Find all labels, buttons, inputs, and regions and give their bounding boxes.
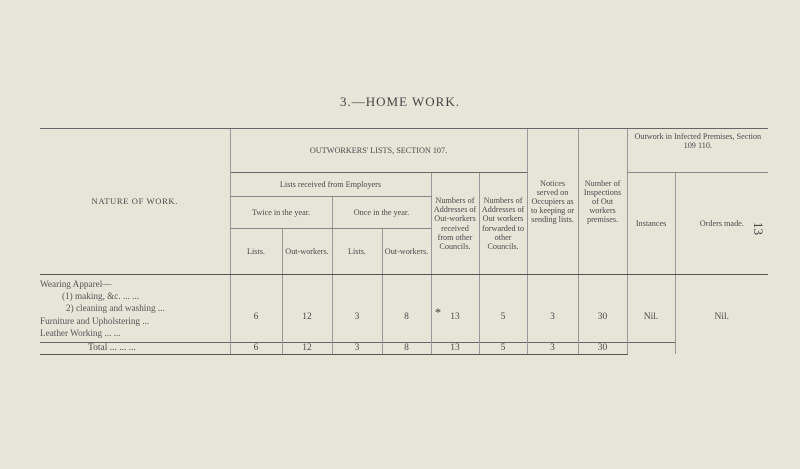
- total-notices: 3: [527, 343, 578, 355]
- total-addresses-received: 13: [431, 343, 479, 355]
- header-outworkers-lists: OUTWORKERS' LISTS, SECTION 107.: [230, 129, 527, 173]
- header-orders-made: Orders made.: [675, 173, 768, 275]
- total-instances-blank: [627, 343, 675, 355]
- total-row: [40, 343, 768, 355]
- cell-once-lists: 3: [332, 275, 382, 343]
- total-inspections: 30: [578, 343, 627, 355]
- header-outwork-infected-premises: Outwork in Infected Premises, Section 109 110.: [627, 129, 768, 173]
- header-twice-lists: Lists.: [230, 229, 282, 275]
- total-label: Total ... ... ...: [40, 343, 230, 355]
- total-addresses-forwarded: 5: [479, 343, 527, 355]
- row-label-making: (1) making, &c. ... ...: [62, 291, 140, 302]
- row-label-leather: Leather Working ... ...: [40, 327, 121, 338]
- total-once-outworkers: 8: [382, 343, 431, 355]
- cell-addresses-received: 13: [431, 275, 479, 343]
- cell-inspections: 30: [578, 275, 627, 343]
- header-twice-in-year: Twice in the year.: [230, 197, 332, 229]
- header-once-in-year: Once in the year.: [332, 197, 431, 229]
- header-nature-of-work: NATURE OF WORK.: [40, 129, 230, 275]
- header-instances: Instances: [627, 173, 675, 275]
- header-number-of-inspections: Number of Inspections of Out workers premises.: [578, 129, 627, 275]
- cell-notices: 3: [527, 275, 578, 343]
- total-once-lists: 3: [332, 343, 382, 355]
- cell-twice-outworkers: 12: [282, 275, 332, 343]
- cell-addresses-forwarded: 5: [479, 275, 527, 343]
- cell-orders: Nil.: [675, 275, 768, 343]
- header-once-outworkers: Out-workers.: [382, 229, 431, 275]
- row-label-cleaning: 2) cleaning and washing ...: [66, 303, 165, 314]
- page-number: 13: [751, 222, 766, 235]
- row-label-wearing-apparel: Wearing Apparel—: [40, 278, 112, 289]
- asterisk-mark: *: [435, 305, 441, 319]
- header-addresses-forwarded: Numbers of Addresses of Out workers forwarded to other Councils.: [479, 173, 527, 275]
- total-twice-outworkers: 12: [282, 343, 332, 355]
- header-addresses-received: Numbers of Addresses of Out-workers received from other Councils.: [431, 173, 479, 275]
- cell-instances: Nil.: [627, 275, 675, 343]
- total-twice-lists: 6: [230, 343, 282, 355]
- cell-once-outworkers: 8: [382, 275, 431, 343]
- header-notices-served: Notices served on Occupiers as to keeping or sending lists.: [527, 129, 578, 275]
- total-orders-blank: [675, 343, 768, 355]
- header-lists-received: Lists received from Employers: [230, 173, 431, 197]
- row-labels-cell: [40, 275, 230, 343]
- page-title: 3.—HOME WORK.: [339, 94, 460, 109]
- header-twice-outworkers: Out-workers.: [282, 229, 332, 275]
- row-label-furniture: Furniture and Upholstering ...: [40, 315, 150, 326]
- header-once-lists: Lists.: [332, 229, 382, 275]
- cell-twice-lists: 6: [230, 275, 282, 343]
- table-row: [40, 275, 768, 343]
- home-work-table: [40, 128, 768, 355]
